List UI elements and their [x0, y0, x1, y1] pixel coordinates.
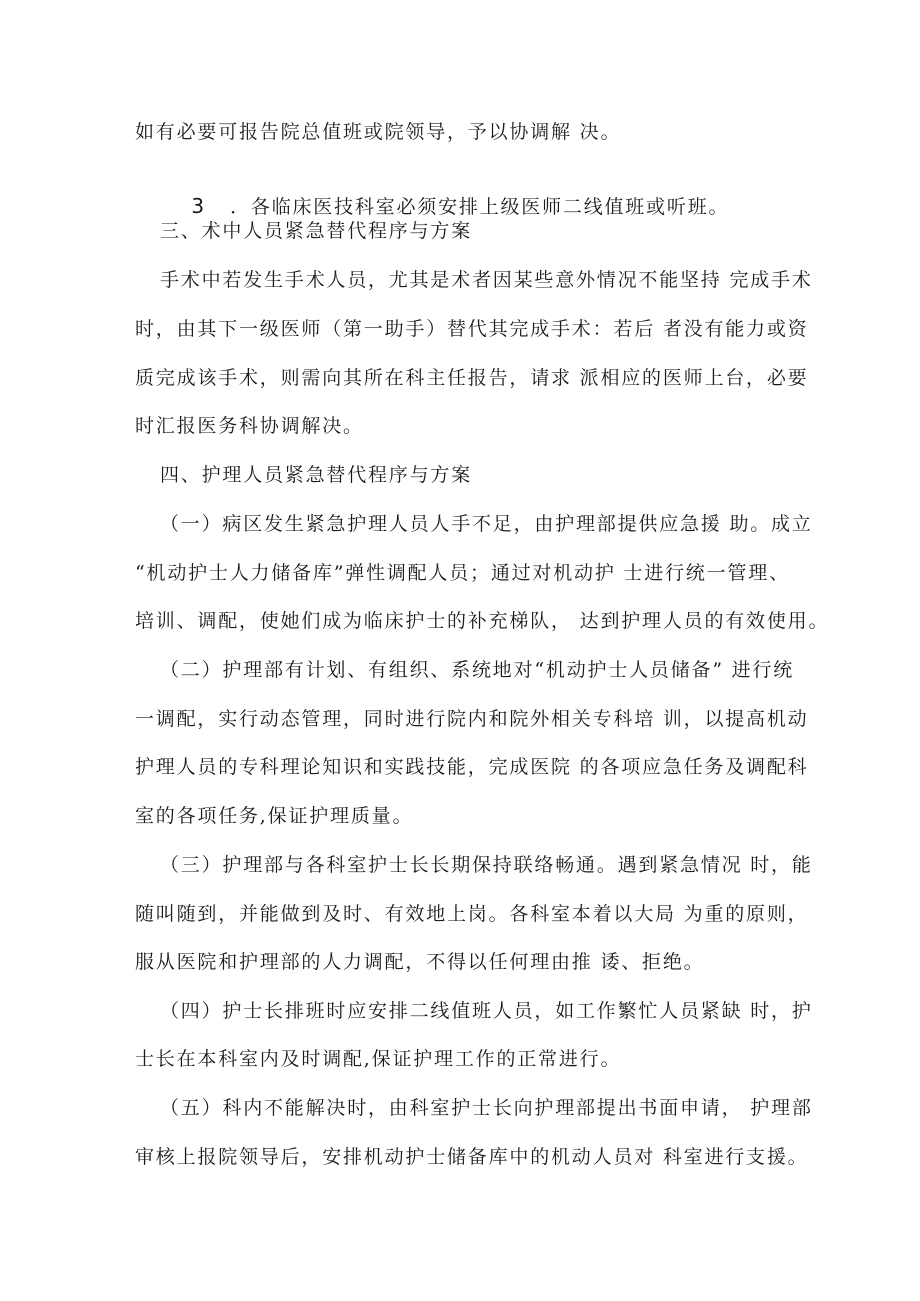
paragraph-line: 审核上报院领导后，安排机动护士储备库中的机动人员对 科室进行支援。 — [135, 1146, 809, 1168]
paragraph-line: 时汇报医务科协调解决。 — [135, 415, 364, 437]
paragraph-line: 如有必要可报告院总值班或院领导，予以协调解 决。 — [135, 121, 622, 143]
paragraph-line: 服从医院和护理部的人力调配，不得以任何理由推 诿、拒绝。 — [135, 951, 705, 973]
paragraph-line: （三）护理部与各科室护士长长期保持联络畅通。遇到紧急情况 时，能 — [160, 854, 813, 876]
paragraph-line: 一调配，实行动态管理，同时进行院内和院外相关专科培 训，以提高机动 — [135, 708, 809, 730]
section-heading-3: 三、术中人员紧急替代程序与方案 — [160, 220, 473, 242]
paragraph-line: 护理人员的专科理论知识和实践技能，完成医院 的各项应急任务及调配科 — [135, 756, 809, 778]
paragraph-line: 士长在本科室内及时调配,保证护理工作的正常进行。 — [135, 1048, 622, 1070]
paragraph-line: （一）病区发生紧急护理人员人手不足，由护理部提供应急援 助。成立 — [160, 513, 813, 535]
paragraph-line: （五）科内不能解决时，由科室护士长向护理部提出书面申请， 护理部 — [160, 1097, 813, 1119]
paragraph-line: （四）护士长排班时应安排二线值班人员，如工作繁忙人员紧缺 时，护 — [160, 1000, 813, 1022]
item-text: ．各临床医技科室必须安排上级医师二线值班或听班。 — [230, 196, 730, 218]
item-number: 3 — [191, 194, 205, 218]
paragraph-line: （二）护理部有计划、有组织、系统地对“机动护士人员储备” 进行统 — [160, 659, 795, 681]
paragraph-line: 培训、调配，使她们成为临床护士的补充梯队， 达到护理人员的有效使用。 — [135, 610, 830, 632]
section-heading-4: 四、护理人员紧急替代程序与方案 — [160, 464, 473, 486]
paragraph-line: 室的各项任务,保证护理质量。 — [135, 805, 414, 827]
paragraph-line: 质完成该手术，则需向其所在科主任报告，请求 派相应的医师上台，必要 — [135, 367, 809, 389]
paragraph-line: 手术中若发生手术人员，尤其是术者因某些意外情况不能坚持 完成手术 — [160, 269, 813, 291]
paragraph-line: “机动护士人力储备库”弹性调配人员；通过对机动护 士进行统一管理、 — [135, 562, 790, 584]
paragraph-line: 时，由其下一级医师（第一助手）替代其完成手术：若后 者没有能力或资 — [135, 318, 809, 340]
paragraph-line: 随叫随到，并能做到及时、有效地上岗。各科室本着以大局 为重的原则， — [135, 903, 809, 925]
